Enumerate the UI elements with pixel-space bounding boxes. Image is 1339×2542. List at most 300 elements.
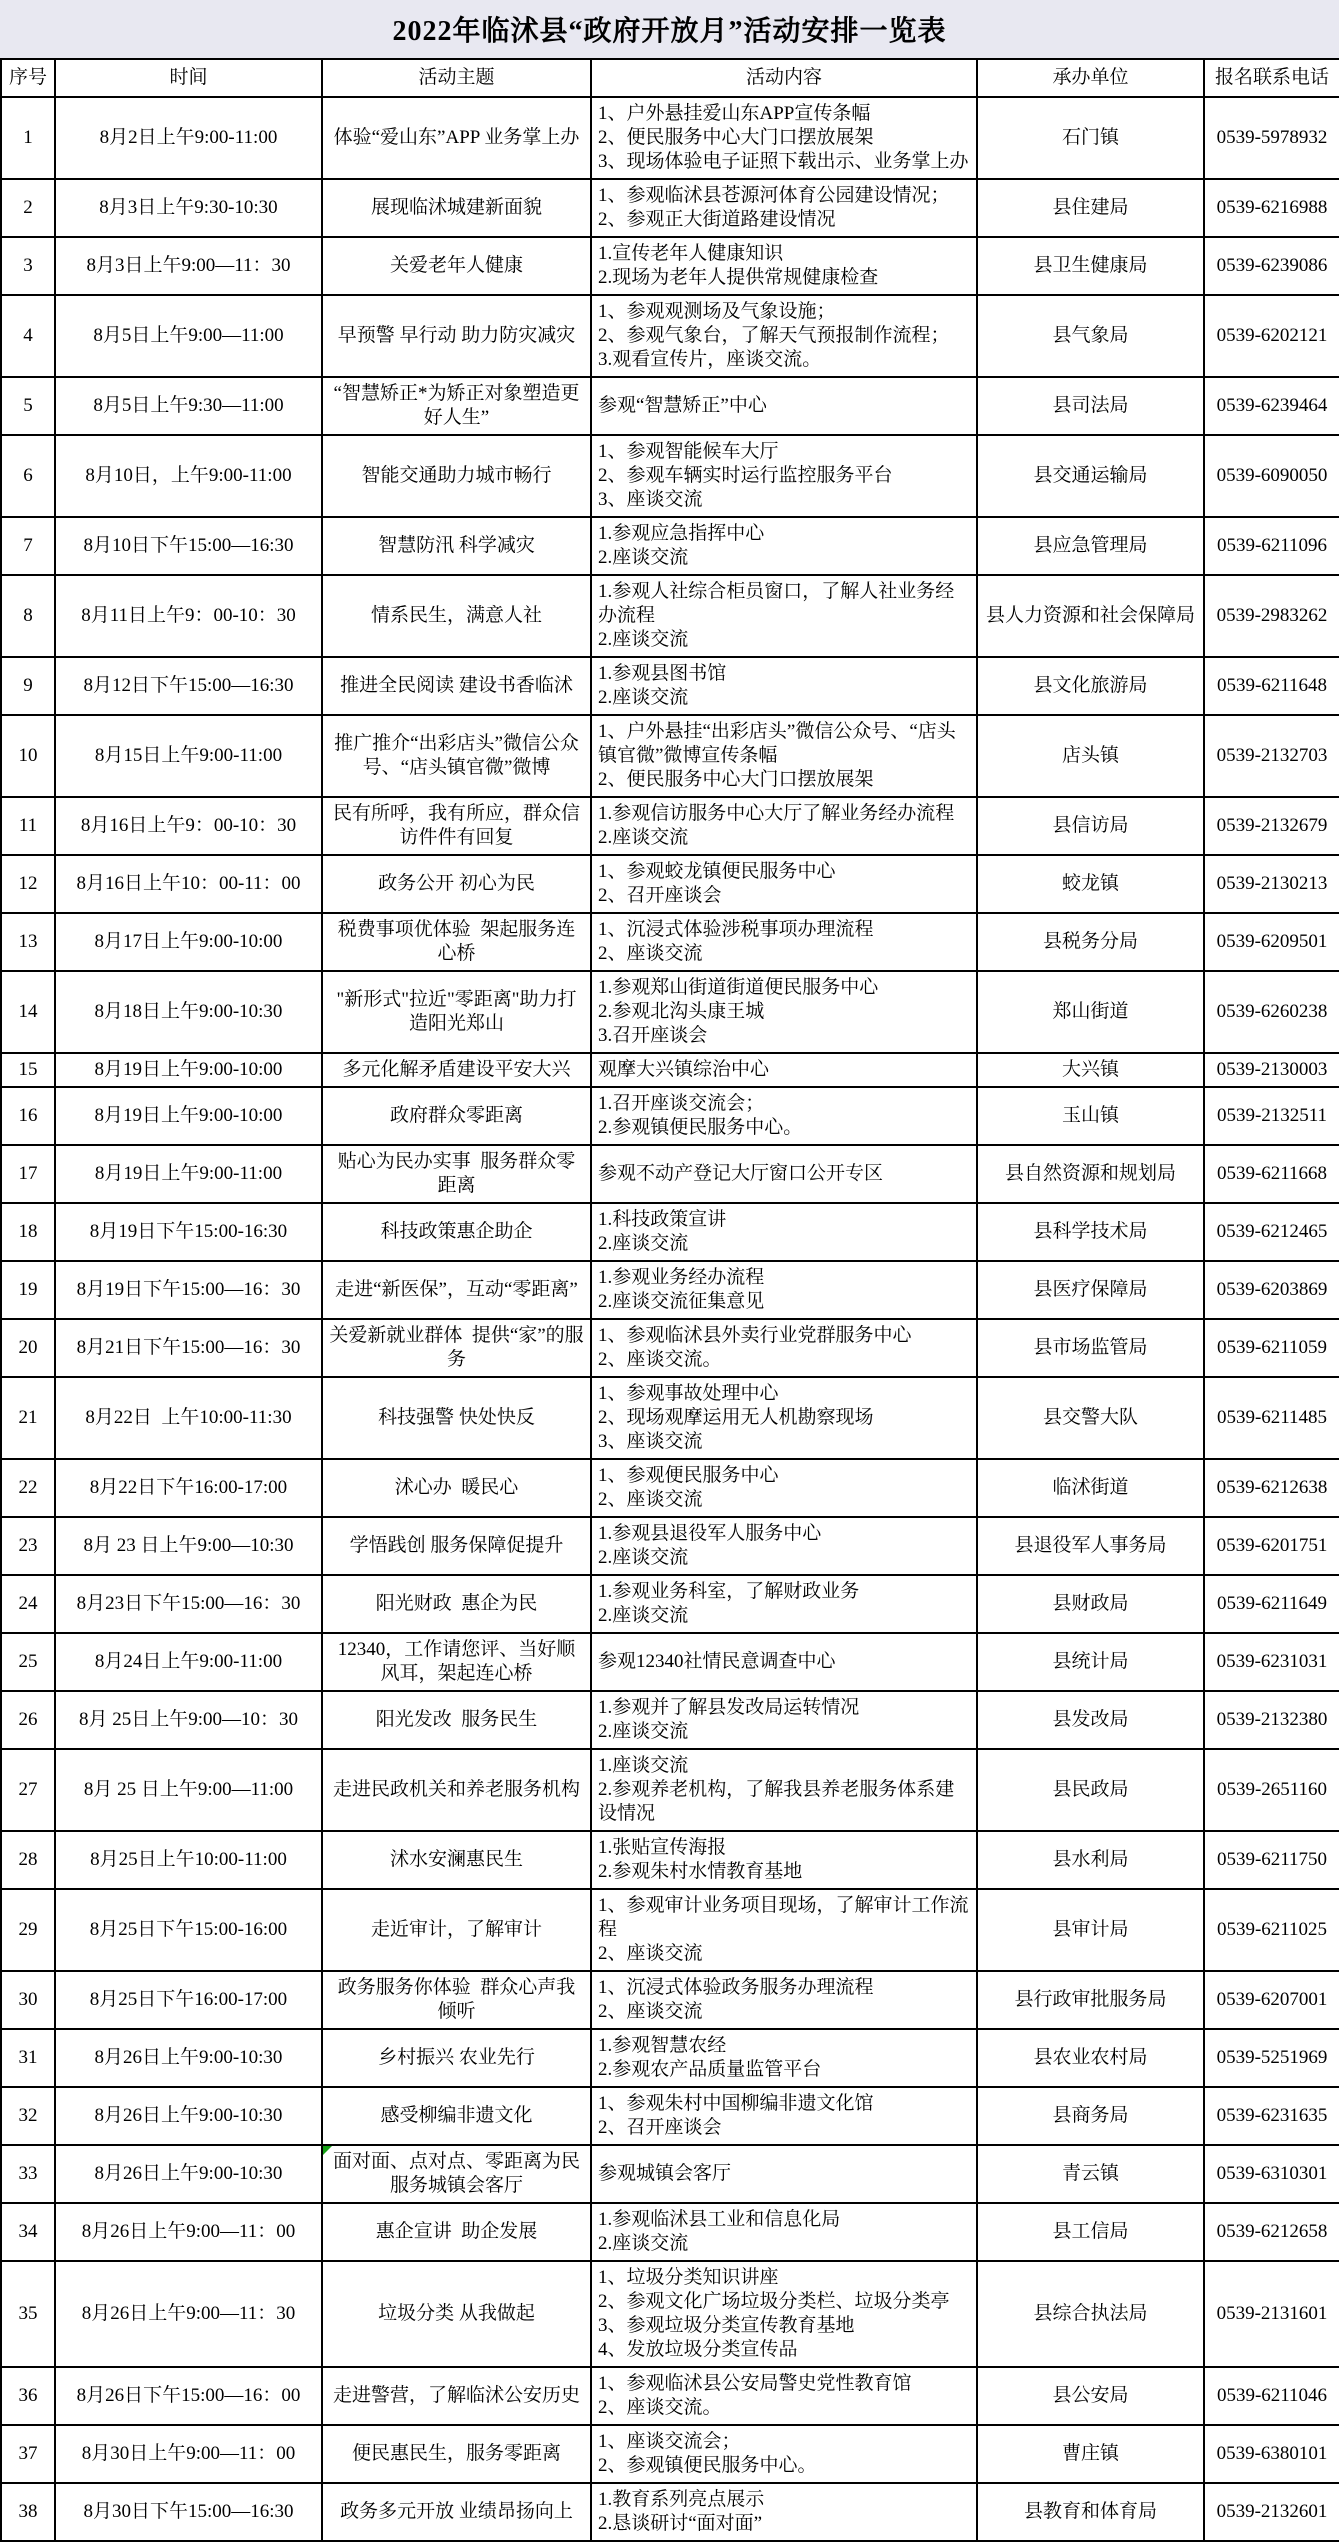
cell-phone: 0539-6239464 [1204, 377, 1339, 435]
cell-note-marker-icon [323, 2146, 332, 2155]
cell-no: 6 [1, 435, 55, 517]
content-line: 2.座谈交流 [598, 1547, 689, 1568]
cell-unit: 县退役军人事务局 [977, 1517, 1204, 1575]
cell-theme: “智慧矫正*为矫正对象塑造更好人生” [322, 377, 591, 435]
cell-content [591, 517, 977, 575]
cell-theme: 体验“爱山东”APP 业务掌上办 [322, 97, 591, 179]
cell-time: 8月19日上午9:00-10:00 [55, 1087, 322, 1145]
cell-time: 8月5日上午9:30—11:00 [55, 377, 322, 435]
cell-no: 2 [1, 179, 55, 237]
content-line: 1、参观临沭县公安局警史党性教育馆 [598, 2373, 912, 2394]
cell-time: 8月26日上午9:00-10:30 [55, 2029, 322, 2087]
column-header-0: 序号 [1, 59, 55, 97]
cell-no: 8 [1, 575, 55, 657]
content-line: 3.观看宣传片，座谈交流。 [598, 349, 822, 370]
cell-phone: 0539-6260238 [1204, 971, 1339, 1053]
table-row [1, 2087, 1339, 2145]
cell-no: 10 [1, 715, 55, 797]
content-line: 1、垃圾分类知识讲座 [598, 2267, 779, 2288]
table-row [1, 2367, 1339, 2425]
cell-no: 34 [1, 2203, 55, 2261]
content-line: 2.座谈交流征集意见 [598, 1291, 765, 1312]
schedule-table [0, 58, 1339, 2542]
cell-content [591, 1971, 977, 2029]
cell-theme: 走进“新医保”，互动“零距离” [322, 1261, 591, 1319]
content-line: 4、发放垃圾分类宣传品 [598, 2339, 798, 2360]
content-line: 1.座谈交流 [598, 1755, 689, 1776]
cell-phone: 0539-2132703 [1204, 715, 1339, 797]
content-line: 1、参观便民服务中心 [598, 1465, 779, 1486]
cell-unit: 县住建局 [977, 179, 1204, 237]
cell-time: 8月2日上午9:00-11:00 [55, 97, 322, 179]
cell-content [591, 2145, 977, 2203]
cell-phone: 0539-5251969 [1204, 2029, 1339, 2087]
cell-time: 8月11日上午9：00-10：30 [55, 575, 322, 657]
content-line: 2.座谈交流 [598, 827, 689, 848]
content-line: 1、参观审计业务项目现场，了解审计工作流程 [598, 1895, 969, 1940]
cell-theme: 科技强警 快处快反 [322, 1377, 591, 1459]
cell-content [591, 1377, 977, 1459]
cell-time: 8月5日上午9:00—11:00 [55, 295, 322, 377]
cell-time: 8月25日下午16:00-17:00 [55, 1971, 322, 2029]
cell-content [591, 1517, 977, 1575]
table-row [1, 1575, 1339, 1633]
content-line: 1、户外悬挂“出彩店头”微信公众号、“店头镇官微”微博宣传条幅 [598, 721, 956, 766]
cell-unit: 店头镇 [977, 715, 1204, 797]
cell-no: 31 [1, 2029, 55, 2087]
cell-theme: 便民惠民生，服务零距离 [322, 2425, 591, 2483]
content-line: 1.参观县图书馆 [598, 663, 727, 684]
cell-unit: 县自然资源和规划局 [977, 1145, 1204, 1203]
content-line: 1、参观朱村中国柳编非遗文化馆 [598, 2093, 874, 2114]
cell-no: 1 [1, 97, 55, 179]
cell-theme: 学悟践创 服务保障促提升 [322, 1517, 591, 1575]
cell-time: 8月 23 日上午9:00—10:30 [55, 1517, 322, 1575]
cell-theme: 政务服务你体验 群众心声我倾听 [322, 1971, 591, 2029]
cell-theme: 走进民政机关和养老服务机构 [322, 1749, 591, 1831]
cell-phone: 0539-6231635 [1204, 2087, 1339, 2145]
cell-unit: 县财政局 [977, 1575, 1204, 1633]
content-line: 3.召开座谈会 [598, 1025, 708, 1046]
cell-theme: 推进全民阅读 建设书香临沭 [322, 657, 591, 715]
cell-phone: 0539-6211648 [1204, 657, 1339, 715]
table-row [1, 435, 1339, 517]
title-band [0, 0, 1339, 58]
cell-theme: 惠企宣讲 助企发展 [322, 2203, 591, 2261]
cell-phone: 0539-6201751 [1204, 1517, 1339, 1575]
cell-time: 8月19日下午15:00-16:30 [55, 1203, 322, 1261]
cell-phone: 0539-2132679 [1204, 797, 1339, 855]
cell-no: 11 [1, 797, 55, 855]
table-row [1, 1377, 1339, 1459]
content-line: 2、召开座谈会 [598, 885, 722, 906]
cell-time: 8月10日下午15:00—16:30 [55, 517, 322, 575]
table-row [1, 2203, 1339, 2261]
cell-no: 9 [1, 657, 55, 715]
cell-no: 24 [1, 1575, 55, 1633]
cell-no: 7 [1, 517, 55, 575]
content-line: 2.座谈交流 [598, 1605, 689, 1626]
table-row [1, 855, 1339, 913]
content-line: 1、参观智能候车大厅 [598, 441, 779, 462]
cell-no: 23 [1, 1517, 55, 1575]
table-row [1, 971, 1339, 1053]
content-line: 2.参观镇便民服务中心。 [598, 1117, 803, 1138]
content-line: 观摩大兴镇综治中心 [598, 1059, 770, 1080]
cell-content [591, 2261, 977, 2367]
cell-time: 8月19日上午9:00-11:00 [55, 1145, 322, 1203]
cell-phone: 0539-2651160 [1204, 1749, 1339, 1831]
cell-no: 37 [1, 2425, 55, 2483]
cell-unit: 县文化旅游局 [977, 657, 1204, 715]
cell-time: 8月25日上午10:00-11:00 [55, 1831, 322, 1889]
content-line: 2、现场观摩运用无人机勘察现场 [598, 1407, 874, 1428]
cell-content [591, 1087, 977, 1145]
cell-no: 18 [1, 1203, 55, 1261]
cell-unit: 县司法局 [977, 377, 1204, 435]
cell-phone: 0539-5978932 [1204, 97, 1339, 179]
cell-content [591, 1633, 977, 1691]
cell-no: 32 [1, 2087, 55, 2145]
cell-content [591, 1319, 977, 1377]
content-line: 1、沉浸式体验涉税事项办理流程 [598, 919, 874, 940]
cell-content [591, 913, 977, 971]
content-line: 2.参观北沟头康王城 [598, 1001, 765, 1022]
cell-unit: 县税务分局 [977, 913, 1204, 971]
cell-theme: 贴心为民办实事 服务群众零距离 [322, 1145, 591, 1203]
cell-unit: 蛟龙镇 [977, 855, 1204, 913]
table-row [1, 179, 1339, 237]
cell-no: 38 [1, 2483, 55, 2541]
content-line: 参观不动产登记大厅窗口公开专区 [598, 1163, 884, 1184]
cell-phone: 0539-6211096 [1204, 517, 1339, 575]
table-row [1, 1971, 1339, 2029]
cell-time: 8月10日，上午9:00-11:00 [55, 435, 322, 517]
cell-time: 8月22日 上午10:00-11:30 [55, 1377, 322, 1459]
cell-theme: 政府群众零距离 [322, 1087, 591, 1145]
content-line: 1.参观郑山街道街道便民服务中心 [598, 977, 879, 998]
content-line: 2.座谈交流 [598, 547, 689, 568]
cell-phone: 0539-6310301 [1204, 2145, 1339, 2203]
cell-content [591, 179, 977, 237]
content-line: 1.参观信访服务中心大厅了解业务经办流程 [598, 803, 955, 824]
cell-content [591, 2087, 977, 2145]
cell-unit: 县统计局 [977, 1633, 1204, 1691]
cell-theme: 政务公开 初心为民 [322, 855, 591, 913]
content-line: 参观12340社情民意调查中心 [598, 1651, 836, 1672]
cell-unit: 县工信局 [977, 2203, 1204, 2261]
content-line: 1.宣传老年人健康知识 [598, 243, 784, 264]
cell-time: 8月18日上午9:00-10:30 [55, 971, 322, 1053]
cell-phone: 0539-6211025 [1204, 1889, 1339, 1971]
cell-unit: 县气象局 [977, 295, 1204, 377]
content-line: 2.参观朱村水情教育基地 [598, 1861, 803, 1882]
table-row [1, 1145, 1339, 1203]
cell-phone: 0539-2132380 [1204, 1691, 1339, 1749]
cell-unit: 县审计局 [977, 1889, 1204, 1971]
content-line: 2、参观文化广场垃圾分类栏、垃圾分类亭 [598, 2291, 950, 2312]
content-line: 3、座谈交流 [598, 489, 703, 510]
content-line: 1.参观临沭县工业和信息化局 [598, 2209, 841, 2230]
cell-theme: 推广推介“出彩店头”微信公众号、“店头镇官微”微博 [322, 715, 591, 797]
cell-unit: 县水利局 [977, 1831, 1204, 1889]
cell-no: 22 [1, 1459, 55, 1517]
cell-content [591, 295, 977, 377]
content-line: 1、座谈交流会； [598, 2431, 741, 2452]
cell-no: 16 [1, 1087, 55, 1145]
cell-unit: 县发改局 [977, 1691, 1204, 1749]
table-row [1, 1517, 1339, 1575]
cell-unit: 县商务局 [977, 2087, 1204, 2145]
content-line: 2、座谈交流。 [598, 2397, 722, 2418]
content-line: 3、座谈交流 [598, 1431, 703, 1452]
cell-content [591, 237, 977, 295]
cell-content [591, 377, 977, 435]
cell-theme: 沭心办 暖民心 [322, 1459, 591, 1517]
cell-content [591, 2367, 977, 2425]
cell-time: 8月24日上午9:00-11:00 [55, 1633, 322, 1691]
cell-no: 29 [1, 1889, 55, 1971]
cell-phone: 0539-6380101 [1204, 2425, 1339, 2483]
table-row [1, 2145, 1339, 2203]
content-line: 1.参观人社综合柜员窗口，了解人社业务经办流程 [598, 581, 955, 626]
cell-time: 8月25日下午15:00-16:00 [55, 1889, 322, 1971]
cell-no: 3 [1, 237, 55, 295]
table-row [1, 1749, 1339, 1831]
content-line: 1.参观智慧农经 [598, 2035, 727, 2056]
cell-unit: 郑山街道 [977, 971, 1204, 1053]
table-row [1, 1261, 1339, 1319]
cell-content [591, 1203, 977, 1261]
cell-phone: 0539-2130003 [1204, 1053, 1339, 1087]
cell-no: 28 [1, 1831, 55, 1889]
cell-content [591, 855, 977, 913]
cell-time: 8月19日上午9:00-10:00 [55, 1053, 322, 1087]
cell-theme: 关爱新就业群体 提供“家”的服务 [322, 1319, 591, 1377]
cell-theme: 智慧防汛 科学减灾 [322, 517, 591, 575]
cell-no: 19 [1, 1261, 55, 1319]
cell-time: 8月26日上午9:00—11：30 [55, 2261, 322, 2367]
content-line: 1.召开座谈交流会； [598, 1093, 765, 1114]
header-row [1, 59, 1339, 97]
content-line: 2、召开座谈会 [598, 2117, 722, 2138]
cell-phone: 0539-6211046 [1204, 2367, 1339, 2425]
cell-theme: 关爱老年人健康 [322, 237, 591, 295]
table-row [1, 797, 1339, 855]
cell-theme: 展现临沭城建新面貌 [322, 179, 591, 237]
cell-phone: 0539-6216988 [1204, 179, 1339, 237]
cell-time: 8月3日上午9:00—11：30 [55, 237, 322, 295]
cell-content [591, 2425, 977, 2483]
content-line: 2、座谈交流 [598, 1943, 703, 1964]
cell-time: 8月26日上午9:00-10:30 [55, 2087, 322, 2145]
cell-unit: 青云镇 [977, 2145, 1204, 2203]
content-line: 2.恳谈研讨“面对面” [598, 2513, 763, 2534]
table-row [1, 2483, 1339, 2541]
cell-theme: 科技政策惠企助企 [322, 1203, 591, 1261]
cell-unit: 县农业农村局 [977, 2029, 1204, 2087]
cell-phone: 0539-6231031 [1204, 1633, 1339, 1691]
cell-content [591, 715, 977, 797]
table-row [1, 517, 1339, 575]
content-line: 2、便民服务中心大门口摆放展架 [598, 769, 874, 790]
table-row [1, 1319, 1339, 1377]
cell-theme: 垃圾分类 从我做起 [322, 2261, 591, 2367]
cell-no: 33 [1, 2145, 55, 2203]
content-line: 1、参观临沭县苍源河体育公园建设情况； [598, 185, 950, 206]
cell-theme: 早预警 早行动 助力防灾减灾 [322, 295, 591, 377]
table-body [1, 97, 1339, 2541]
cell-content [591, 971, 977, 1053]
cell-no: 13 [1, 913, 55, 971]
cell-theme: 智能交通助力城市畅行 [322, 435, 591, 517]
table-row [1, 1831, 1339, 1889]
cell-time: 8月23日下午15:00—16：30 [55, 1575, 322, 1633]
cell-time: 8月15日上午9:00-11:00 [55, 715, 322, 797]
cell-phone: 0539-6090050 [1204, 435, 1339, 517]
cell-content [591, 1889, 977, 1971]
cell-time: 8月12日下午15:00—16:30 [55, 657, 322, 715]
content-line: 2、便民服务中心大门口摆放展架 [598, 127, 874, 148]
cell-no: 4 [1, 295, 55, 377]
cell-unit: 县应急管理局 [977, 517, 1204, 575]
cell-theme: 多元化解矛盾建设平安大兴 [322, 1053, 591, 1087]
table-row [1, 237, 1339, 295]
cell-time: 8月 25日上午9:00—10：30 [55, 1691, 322, 1749]
content-line: 2、参观镇便民服务中心。 [598, 2455, 817, 2476]
cell-content [591, 1261, 977, 1319]
cell-no: 36 [1, 2367, 55, 2425]
cell-unit: 临沭街道 [977, 1459, 1204, 1517]
cell-unit: 县公安局 [977, 2367, 1204, 2425]
content-line: 3、现场体验电子证照下载出示、业务掌上办 [598, 151, 969, 172]
cell-phone: 0539-6211750 [1204, 1831, 1339, 1889]
column-header-2: 活动主题 [322, 59, 591, 97]
cell-no: 30 [1, 1971, 55, 2029]
content-line: 1.教育系列亮点展示 [598, 2489, 765, 2510]
cell-phone: 0539-6211059 [1204, 1319, 1339, 1377]
content-line: 2.参观农产品质量监管平台 [598, 2059, 822, 2080]
content-line: 1.参观并了解县发改局运转情况 [598, 1697, 860, 1718]
cell-content [591, 575, 977, 657]
content-line: 2、座谈交流 [598, 943, 703, 964]
cell-theme: 沭水安澜惠民生 [322, 1831, 591, 1889]
content-line: 2.现场为老年人提供常规健康检查 [598, 267, 879, 288]
cell-theme: "新形式"拉近"零距离"助力打造阳光郑山 [322, 971, 591, 1053]
content-line: 1.参观县退役军人服务中心 [598, 1523, 822, 1544]
cell-content [591, 1749, 977, 1831]
content-line: 1.参观业务经办流程 [598, 1267, 765, 1288]
cell-no: 35 [1, 2261, 55, 2367]
cell-unit: 玉山镇 [977, 1087, 1204, 1145]
content-line: 参观城镇会客厅 [598, 2163, 732, 2184]
content-line: 2、座谈交流。 [598, 1349, 722, 1370]
cell-time: 8月26日下午15:00—16：00 [55, 2367, 322, 2425]
cell-content [591, 657, 977, 715]
column-header-1: 时间 [55, 59, 322, 97]
page-title: 2022年临沭县“政府开放月”活动安排一览表 [392, 16, 947, 47]
cell-unit: 县医疗保障局 [977, 1261, 1204, 1319]
cell-content [591, 2203, 977, 2261]
cell-time: 8月30日下午15:00—16:30 [55, 2483, 322, 2541]
cell-unit: 县交通运输局 [977, 435, 1204, 517]
content-line: 2、座谈交流 [598, 1489, 703, 1510]
cell-no: 27 [1, 1749, 55, 1831]
cell-time: 8月30日上午9:00—11：00 [55, 2425, 322, 2483]
table-row [1, 97, 1339, 179]
cell-unit: 石门镇 [977, 97, 1204, 179]
table-row [1, 2425, 1339, 2483]
cell-unit: 县综合执法局 [977, 2261, 1204, 2367]
cell-unit: 县科学技术局 [977, 1203, 1204, 1261]
cell-phone: 0539-6212465 [1204, 1203, 1339, 1261]
cell-time: 8月21日下午15:00—16：30 [55, 1319, 322, 1377]
cell-phone: 0539-6212658 [1204, 2203, 1339, 2261]
cell-no: 15 [1, 1053, 55, 1087]
content-line: 1、沉浸式体验政务服务办理流程 [598, 1977, 874, 1998]
table-row [1, 657, 1339, 715]
cell-unit: 县市场监管局 [977, 1319, 1204, 1377]
cell-phone: 0539-2130213 [1204, 855, 1339, 913]
column-header-3: 活动内容 [591, 59, 977, 97]
cell-phone: 0539-6203869 [1204, 1261, 1339, 1319]
cell-phone: 0539-6202121 [1204, 295, 1339, 377]
content-line: 2.座谈交流 [598, 629, 689, 650]
cell-theme: 阳光发改 服务民生 [322, 1691, 591, 1749]
cell-phone: 0539-6211649 [1204, 1575, 1339, 1633]
cell-phone: 0539-6239086 [1204, 237, 1339, 295]
table-row [1, 1633, 1339, 1691]
cell-phone: 0539-2131601 [1204, 2261, 1339, 2367]
cell-unit: 县交警大队 [977, 1377, 1204, 1459]
cell-content [591, 2483, 977, 2541]
cell-phone: 0539-6211668 [1204, 1145, 1339, 1203]
cell-no: 17 [1, 1145, 55, 1203]
cell-content [591, 1053, 977, 1087]
table-row [1, 1087, 1339, 1145]
cell-phone: 0539-6211485 [1204, 1377, 1339, 1459]
content-line: 1、参观事故处理中心 [598, 1383, 779, 1404]
table-row [1, 1203, 1339, 1261]
cell-content [591, 1145, 977, 1203]
content-line: 2、座谈交流 [598, 2001, 703, 2022]
cell-theme: 面对面、点对点、零距离为民服务城镇会客厅 [322, 2145, 591, 2203]
cell-theme: 政务多元开放 业绩昂扬向上 [322, 2483, 591, 2541]
cell-content [591, 97, 977, 179]
cell-no: 5 [1, 377, 55, 435]
cell-theme: 情系民生，满意人社 [322, 575, 591, 657]
cell-no: 14 [1, 971, 55, 1053]
cell-time: 8月26日上午9:00—11：00 [55, 2203, 322, 2261]
cell-theme: 民有所呼，我有所应，群众信访件件有回复 [322, 797, 591, 855]
cell-content [591, 2029, 977, 2087]
cell-no: 26 [1, 1691, 55, 1749]
cell-theme: 乡村振兴 农业先行 [322, 2029, 591, 2087]
cell-time: 8月3日上午9:30-10:30 [55, 179, 322, 237]
cell-theme: 走近审计，了解审计 [322, 1889, 591, 1971]
content-line: 参观“智慧矫正”中心 [598, 395, 767, 416]
table-row [1, 1459, 1339, 1517]
cell-unit: 县民政局 [977, 1749, 1204, 1831]
cell-theme: 12340，工作请您评、当好顺风耳，架起连心桥 [322, 1633, 591, 1691]
cell-time: 8月16日上午10：00-11：00 [55, 855, 322, 913]
cell-content [591, 1575, 977, 1633]
cell-phone: 0539-6212638 [1204, 1459, 1339, 1517]
cell-theme: 感受柳编非遗文化 [322, 2087, 591, 2145]
cell-no: 20 [1, 1319, 55, 1377]
content-line: 1、参观临沭县外卖行业党群服务中心 [598, 1325, 912, 1346]
table-row [1, 2029, 1339, 2087]
